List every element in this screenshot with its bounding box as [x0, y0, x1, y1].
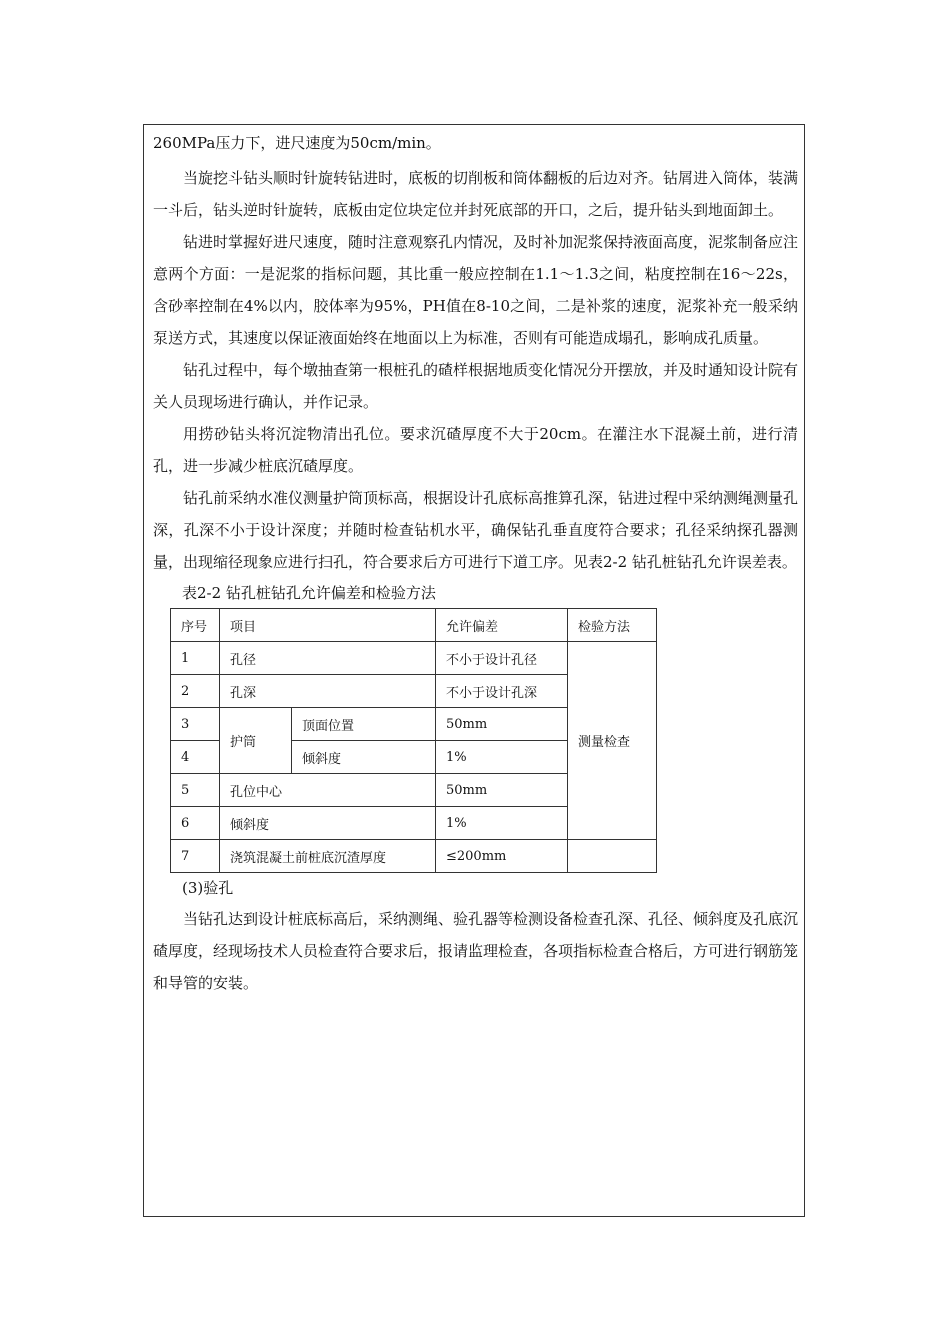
table-caption: 表2-2 钻孔桩钻孔允许偏差和检验方法 [182, 584, 436, 602]
cell-no: 2 [171, 675, 220, 708]
cell-method-empty [568, 840, 657, 873]
paragraph-sampling: 钻孔过程中，每个墩抽查第一根桩孔的碴样根据地质变化情况分开摆放，并及时通知设计院有关人员现场进行确认，并作记录。 [153, 361, 799, 411]
cell-item: 浇筑混凝土前桩底沉渣厚度 [220, 840, 436, 873]
header-no: 序号 [171, 609, 220, 642]
cell-method: 测量检查 [568, 642, 657, 840]
paragraph-depth-measurement: 钻孔前采纳水准仪测量护筒顶标高，根据设计孔底标高推算孔深，钻进过程中采纳测绳测量孔深，孔深不小于设计深度；并随时检查钻机水平，确保钻孔垂直度符合要求；孔径采纳探孔器测量，出现缩径现象应进行扫孔，符合要求后方可进行下道工序。见表2-2 钻孔桩钻孔允许误差表。 [153, 489, 799, 571]
cell-tolerance: 50mm [436, 708, 568, 741]
header-item: 项目 [220, 609, 436, 642]
cell-no: 5 [171, 774, 220, 807]
tolerance-table [170, 608, 657, 873]
cell-subitem: 倾斜度 [292, 741, 436, 774]
paragraph-hole-inspection: 当钻孔达到设计桩底标高后，采纳测绳、验孔器等检测设备检查孔深、孔径、倾斜度及孔底沉碴厚度，经现场技术人员检查符合要求后，报请监理检查，各项指标检查合格后，方可进行钢筋笼和导管的安装。 [153, 910, 799, 992]
paragraph-mud-control: 钻进时掌握好进尺速度，随时注意观察孔内情况，及时补加泥浆保持液面高度，泥浆制备应注意两个方面：一是泥浆的指标问题，其比重一般应控制在1.1～1.3之间，粘度控制在16～22s，含砂率控制在4%以内，胶体率为95%，PH值在8-10之间，二是补浆的速度，泥浆补充一般采纳泵送方式，其速度以保证液面始终在地面以上为标准，否则有可能造成塌孔，影响成孔质量。 [153, 233, 799, 347]
cell-tolerance: 不小于设计孔径 [436, 642, 568, 675]
cell-tolerance: 1% [436, 741, 568, 774]
cell-item: 倾斜度 [220, 807, 436, 840]
section-subheading: (3)验孔 [182, 879, 234, 897]
header-tolerance: 允许偏差 [436, 609, 568, 642]
cell-tolerance: 1% [436, 807, 568, 840]
table-header-row [171, 609, 657, 642]
cell-no: 1 [171, 642, 220, 675]
cell-subitem: 顶面位置 [292, 708, 436, 741]
cell-item: 孔深 [220, 675, 436, 708]
cell-no: 6 [171, 807, 220, 840]
cell-item: 孔位中心 [220, 774, 436, 807]
paragraph-continuation: 260MPa压力下，进尺速度为50cm/min。 [153, 134, 441, 152]
cell-tolerance: 不小于设计孔深 [436, 675, 568, 708]
cell-item: 孔径 [220, 642, 436, 675]
content-frame [143, 124, 805, 1217]
cell-tolerance: 50mm [436, 774, 568, 807]
paragraph-hole-cleaning: 用捞砂钻头将沉淀物清出孔位。要求沉碴厚度不大于20cm。在灌注水下混凝土前，进行清孔，进一步减少桩底沉碴厚度。 [153, 425, 798, 475]
cell-no: 3 [171, 708, 220, 741]
table-row [171, 642, 657, 675]
header-method: 检验方法 [568, 609, 657, 642]
cell-no: 7 [171, 840, 220, 873]
table-row [171, 840, 657, 873]
cell-item-merged: 护筒 [220, 708, 292, 774]
cell-tolerance: ≤200mm [436, 840, 568, 873]
cell-no: 4 [171, 741, 220, 774]
document-body [153, 127, 798, 999]
paragraph-drilling-process: 当旋挖斗钻头顺时针旋转钻进时，底板的切削板和筒体翻板的后边对齐。钻屑进入筒体，装满一斗后，钻头逆时针旋转，底板由定位块定位并封死底部的开口，之后，提升钻头到地面卸土。 [153, 169, 799, 219]
